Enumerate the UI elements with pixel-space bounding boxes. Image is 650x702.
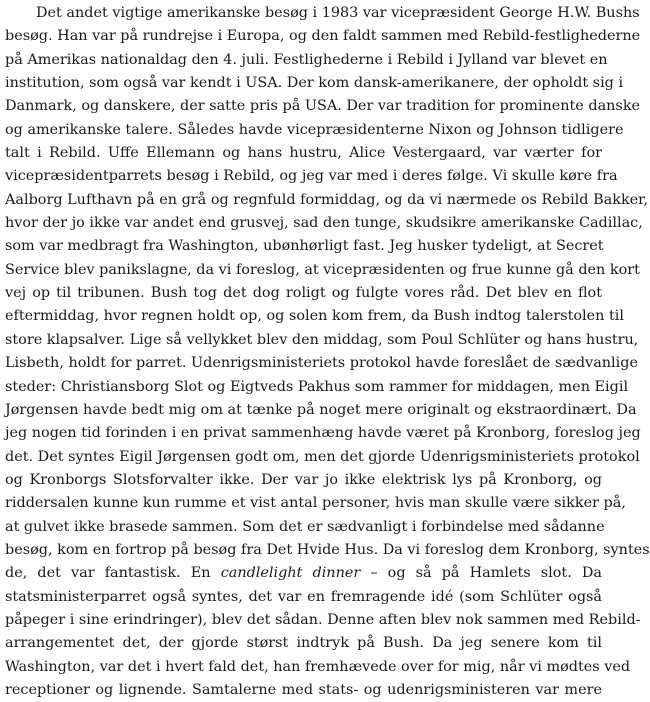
text-line: store klapsalver. Lige så vellykket blev den middag, som Poul Schlüter og hans hustru, [5, 331, 639, 348]
text-line: vej op til tribunen. Bush tog det dog roligt og fulgte vores råd. Det blev en flot [5, 285, 602, 302]
text-line: det. Det syntes Eigil Jørgensen godt om, men det gjorde Udenrigsministeriets protokol [5, 448, 640, 465]
text-line: arrangementet det, der gjorde størst indtryk på Bush. Da jeg senere kom til [5, 635, 602, 652]
text-line: besøg. Han var på rundrejse i Europa, og den faldt sammen med Rebild-festlighederne [5, 28, 641, 45]
text-line: Washington, var det i hvert fald det, han fremhævede over for mig, når vi mødtes ved [5, 658, 631, 675]
text-line: talt i Rebild. Uffe Ellemann og hans hustru, Alice Vestergaard, var værter for [5, 145, 602, 162]
text-line: institution, som også var kendt i USA. Der kom dansk-amerikanere, der opholdt sig i [5, 75, 624, 92]
text-line: statsministerparret også syntes, det var en fremragende idé (som Schlüter også [5, 588, 602, 605]
text-line: og Kronborgs Slotsforvalter ikke. Der var jo ikke elektrisk lys på Kronborg, og [5, 471, 602, 488]
text-line: som var medbragt fra Washington, ubønhørligt fast. Jeg husker tydeligt, at Secret [5, 238, 604, 255]
text-line: vicepræsidentparrets besøg i Rebild, og jeg var med i deres følge. Vi skulle køre fra [5, 168, 618, 185]
text-line: jeg nogen tid forinden i en privat sammenhæng havde været på Kronborg, foreslog jeg [5, 425, 641, 442]
text-line: Aalborg Lufthavn på en grå og regnfuld formiddag, og da vi nærmede os Rebild Bakker, [5, 191, 649, 208]
text-line: Det andet vigtige amerikanske besøg i 1983 var vicepræsident George H.W. Bushs [36, 5, 640, 21]
text-line: at gulvet ikke brasede sammen. Som det er sædvanligt i forbindelse med sådanne [5, 518, 605, 535]
text-line: besøg, kom en fortrop på besøg fra Det Hvide Hus. Da vi foreslog dem Kronborg, syntes [5, 541, 650, 558]
text-line: eftermiddag, hvor regnen holdt op, og solen kom frem, da Bush indtog talerstolen til [5, 308, 624, 325]
text-segment: – og så på Hamlets slot. Da [370, 565, 602, 582]
text-line: Danmark, og danskere, der satte pris på USA. Der var tradition for prominente danske [5, 98, 641, 115]
text-line: hvor der jo ikke var andet end grusvej, sad den tunge, skudsikre amerikanske Cadillac, [5, 215, 643, 232]
text-line: receptioner og lignende. Samtalerne med stats- og udenrigsministeren var mere [5, 681, 602, 698]
text-line-mixed [5, 562, 602, 585]
text-line: på Amerikas nationaldag den 4. juli. Festlighederne i Rebild i Jylland var blevet en [5, 51, 608, 68]
text-segment: de, det var fantastisk. En [5, 565, 211, 582]
text-line: Lisbeth, holdt for parret. Udenrigsministeriets protokol havde foreslået de sædvanlige [5, 355, 638, 372]
text-line: og amerikanske talere. Således havde vicepræsidenterne Nixon og Johnson tidligere [5, 121, 624, 138]
text-line: Jørgensen havde bedt mig om at tænke på noget mere originalt og ekstraordinært. Da [5, 401, 637, 418]
text-line: Service blev panikslagne, da vi foreslog, at vicepræsidenten og frue kunne gå den kort [5, 261, 640, 278]
text-line: steder: Christiansborg Slot og Eigtveds Pakhus som rammer for middagen, men Eigil [5, 378, 629, 395]
italic-phrase: candlelight dinner [220, 565, 361, 582]
text-line: riddersalen kunne kun rumme et vist antal personer, hvis man skulle være sikker på, [5, 495, 626, 512]
text-line: påpeger i sine erindringer), blev det sådan. Denne aften blev nok sammen med Rebild- [5, 611, 641, 628]
body-text [5, 2, 650, 702]
